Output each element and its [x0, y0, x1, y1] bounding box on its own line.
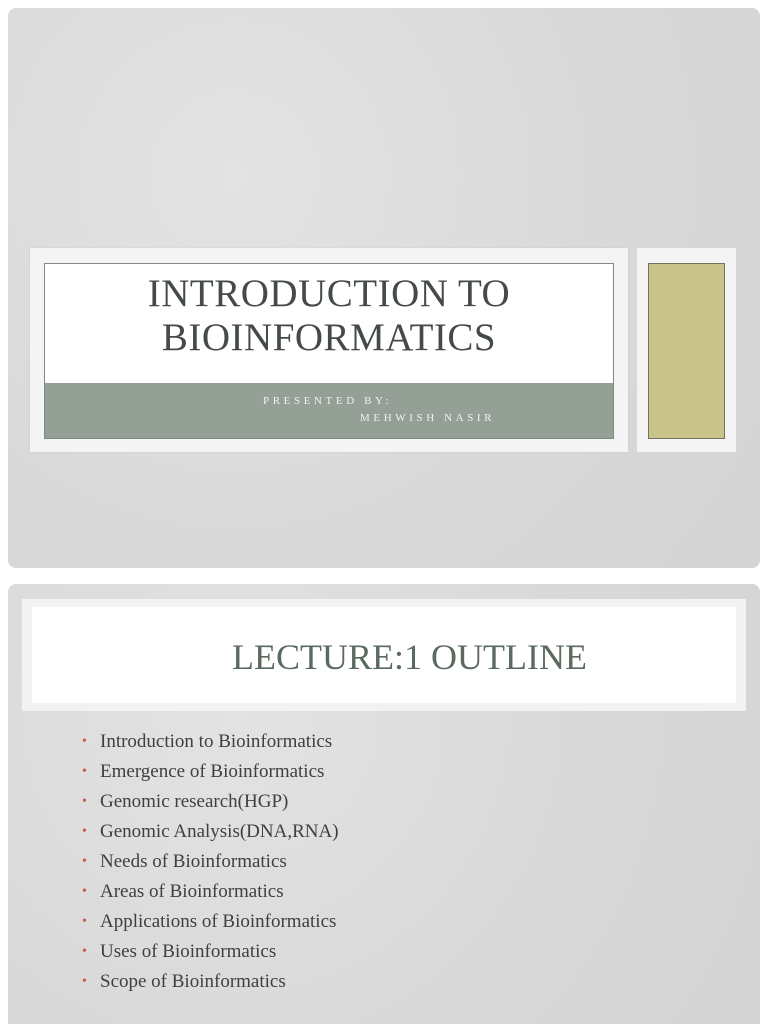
header-frame — [22, 599, 746, 711]
outline-item — [82, 787, 339, 817]
outline-item-label: Applications of Bioinformatics — [100, 911, 337, 932]
outline-item — [82, 907, 339, 937]
lecture-title: LECTURE:1 OUTLINE — [232, 637, 587, 677]
outline-item — [82, 727, 339, 757]
outline-item — [82, 817, 339, 847]
bullet-icon: • — [82, 944, 87, 959]
bullet-icon: • — [82, 794, 87, 809]
title-frame — [30, 248, 628, 452]
outline-item — [82, 967, 339, 997]
outline-item-label: Genomic Analysis(DNA,RNA) — [100, 821, 339, 842]
outline-item-label: Uses of Bioinformatics — [100, 941, 277, 962]
presented-by-label: PRESENTED BY: — [263, 395, 393, 407]
outline-list — [82, 727, 339, 997]
outline-item-label: Genomic research(HGP) — [100, 791, 289, 812]
accent-frame — [637, 248, 736, 452]
bullet-icon: • — [82, 764, 87, 779]
bullet-icon: • — [82, 854, 87, 869]
outline-item — [82, 877, 339, 907]
outline-item-label: Areas of Bioinformatics — [100, 881, 284, 902]
outline-item-label: Needs of Bioinformatics — [100, 851, 287, 872]
bullet-icon: • — [82, 974, 87, 989]
bullet-icon: • — [82, 734, 87, 749]
outline-item-label: Scope of Bioinformatics — [100, 971, 286, 992]
outline-item-label: Emergence of Bioinformatics — [100, 761, 325, 782]
outline-item — [82, 757, 339, 787]
outline-item — [82, 937, 339, 967]
slide-title-line-2: BIOINFORMATICS — [161, 316, 497, 359]
header-box — [32, 607, 736, 703]
slide-title-line-1: INTRODUCTION TO — [147, 272, 511, 315]
bullet-icon: • — [82, 914, 87, 929]
accent-box — [648, 263, 725, 439]
title-box — [44, 263, 614, 439]
title-slide — [8, 8, 760, 568]
outline-slide — [8, 584, 760, 1024]
slide-title — [45, 272, 613, 360]
outline-item — [82, 847, 339, 877]
presenter-name: MEHWISH NASIR — [360, 412, 496, 424]
subtitle-band — [45, 383, 613, 438]
bullet-icon: • — [82, 824, 87, 839]
bullet-icon: • — [82, 884, 87, 899]
outline-item-label: Introduction to Bioinformatics — [100, 731, 333, 752]
